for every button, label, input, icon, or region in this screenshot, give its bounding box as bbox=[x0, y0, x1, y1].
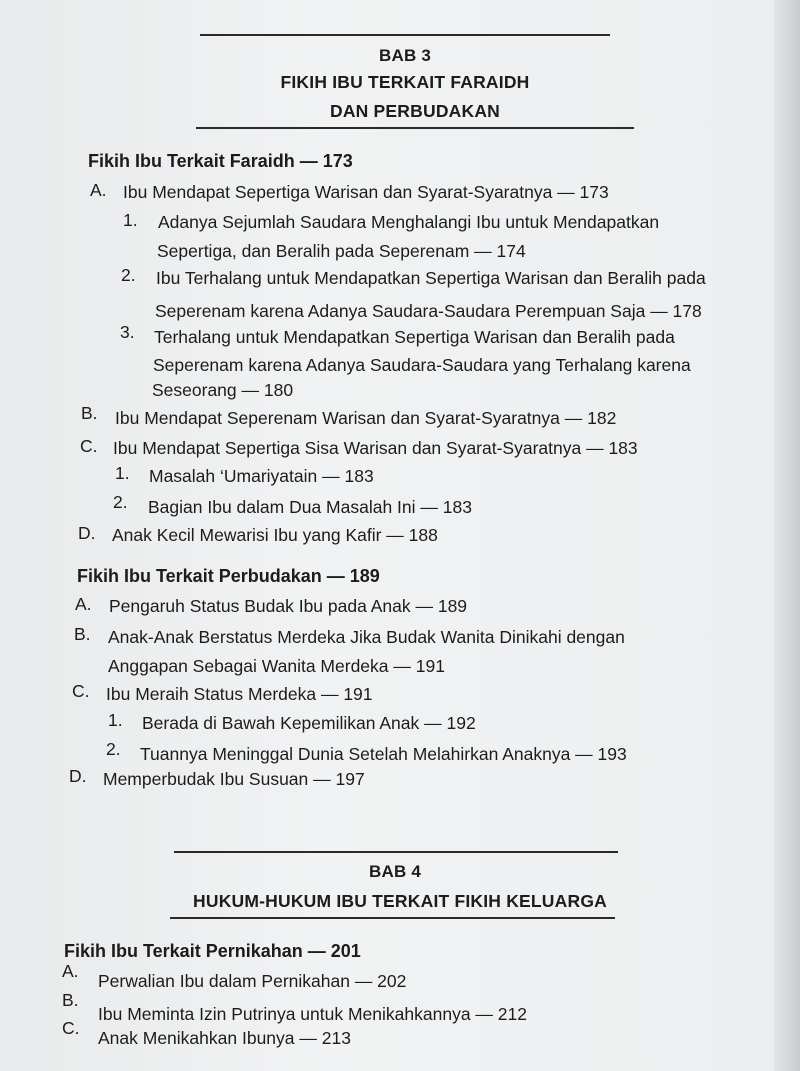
faraidh-a2-line2: Seperenam karena Adanya Saudara-Saudara Perempuan Saja — 178 bbox=[155, 301, 702, 321]
pernikahan-heading: Fikih Ibu Terkait Pernikahan — 201 bbox=[64, 941, 361, 961]
perbudakan-d-text: Memperbudak Ibu Susuan — 197 bbox=[103, 769, 365, 789]
bab4-title-line1: HUKUM-HUKUM IBU TERKAIT FIKIH KELUARGA bbox=[193, 891, 607, 911]
faraidh-a3-line2: Seperenam karena Adanya Saudara-Saudara yang Terhalang karena bbox=[153, 355, 691, 375]
bab4-label: BAB 4 bbox=[368, 862, 421, 881]
faraidh-c-label: C. bbox=[80, 436, 98, 456]
faraidh-c2-text: Bagian Ibu dalam Dua Masalah Ini — 183 bbox=[148, 497, 472, 517]
faraidh-a2-line1: Ibu Terhalang untuk Mendapatkan Sepertiga Warisan dan Beralih pada bbox=[156, 268, 706, 288]
bab3-bottom-rule bbox=[196, 127, 634, 129]
pernikahan-b-text: Ibu Meminta Izin Putrinya untuk Menikahkannya — 212 bbox=[98, 1004, 527, 1024]
bab4-bottom-rule bbox=[170, 917, 615, 919]
bab3-label: BAB 3 bbox=[378, 46, 431, 65]
pernikahan-b-label: B. bbox=[62, 990, 79, 1010]
faraidh-d-text: Anak Kecil Mewarisi Ibu yang Kafir — 188 bbox=[112, 525, 438, 545]
pernikahan-a-text: Perwalian Ibu dalam Pernikahan — 202 bbox=[98, 971, 407, 991]
faraidh-c2-label: 2. bbox=[113, 492, 128, 512]
faraidh-heading: Fikih Ibu Terkait Faraidh — 173 bbox=[88, 151, 353, 171]
faraidh-a1-line2: Sepertiga, dan Beralih pada Seperenam — 174 bbox=[157, 241, 526, 261]
perbudakan-c1-label: 1. bbox=[108, 710, 123, 730]
bab4-top-rule bbox=[174, 851, 618, 853]
faraidh-c1-label: 1. bbox=[115, 463, 130, 483]
bab3-title-line2: DAN PERBUDAKAN bbox=[329, 101, 501, 121]
faraidh-a-text: Ibu Mendapat Sepertiga Warisan dan Syarat-Syaratnya — 173 bbox=[123, 182, 609, 202]
faraidh-b-text: Ibu Mendapat Seperenam Warisan dan Syarat-Syaratnya — 182 bbox=[115, 408, 617, 428]
perbudakan-b-line2: Anggapan Sebagai Wanita Merdeka — 191 bbox=[108, 656, 445, 676]
perbudakan-b-line1: Anak-Anak Berstatus Merdeka Jika Budak Wanita Dinikahi dengan bbox=[108, 627, 625, 647]
bab3-title-line1: FIKIH IBU TERKAIT FARAIDH bbox=[280, 72, 530, 92]
faraidh-a-label: A. bbox=[90, 180, 107, 200]
faraidh-a3-line1: Terhalang untuk Mendapatkan Sepertiga Warisan dan Beralih pada bbox=[154, 327, 675, 347]
perbudakan-heading: Fikih Ibu Terkait Perbudakan — 189 bbox=[77, 566, 380, 586]
perbudakan-c1-text: Berada di Bawah Kepemilikan Anak — 192 bbox=[142, 713, 476, 733]
bab3-top-rule bbox=[200, 34, 610, 36]
perbudakan-a-label: A. bbox=[75, 594, 92, 614]
pernikahan-c-text: Anak Menikahkan Ibunya — 213 bbox=[98, 1028, 351, 1048]
faraidh-a3-line3: Seseorang — 180 bbox=[152, 380, 294, 400]
faraidh-a2-label: 2. bbox=[121, 265, 136, 285]
page-edge bbox=[774, 0, 800, 1071]
perbudakan-a-text: Pengaruh Status Budak Ibu pada Anak — 189 bbox=[109, 596, 468, 616]
perbudakan-c-label: C. bbox=[72, 681, 90, 701]
pernikahan-a-label: A. bbox=[62, 961, 79, 981]
faraidh-a1-label: 1. bbox=[123, 210, 138, 230]
pernikahan-c-label: C. bbox=[62, 1018, 80, 1038]
faraidh-a3-label: 3. bbox=[120, 322, 135, 342]
faraidh-c-text: Ibu Mendapat Sepertiga Sisa Warisan dan Syarat-Syaratnya — 183 bbox=[113, 438, 638, 458]
faraidh-a1-line1: Adanya Sejumlah Saudara Menghalangi Ibu untuk Mendapatkan bbox=[158, 212, 660, 232]
faraidh-d-label: D. bbox=[78, 523, 96, 543]
perbudakan-c2-text: Tuannya Meninggal Dunia Setelah Melahirkan Anaknya — 193 bbox=[140, 744, 627, 764]
perbudakan-c-text: Ibu Meraih Status Merdeka — 191 bbox=[106, 684, 373, 704]
perbudakan-c2-label: 2. bbox=[106, 739, 121, 759]
faraidh-c1-text: Masalah ‘Umariyatain — 183 bbox=[149, 466, 374, 486]
perbudakan-d-label: D. bbox=[69, 766, 87, 786]
perbudakan-b-label: B. bbox=[74, 624, 91, 644]
faraidh-b-label: B. bbox=[81, 403, 98, 423]
